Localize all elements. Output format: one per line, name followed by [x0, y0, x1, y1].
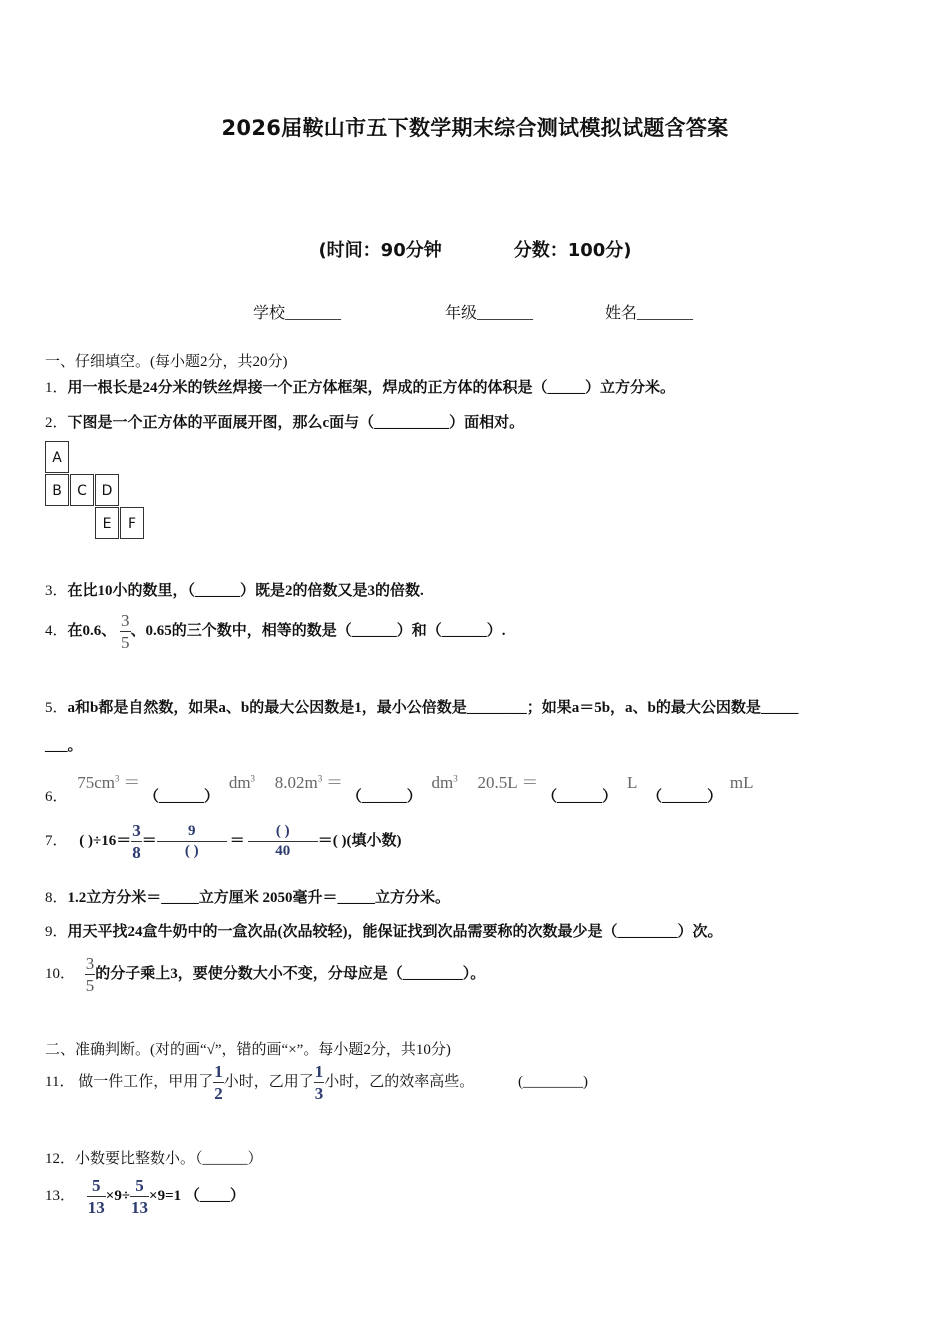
question-10	[45, 955, 485, 994]
answer-blank: (________)	[518, 1073, 588, 1090]
question-text: 用天平找24盒牛奶中的一盒次品(次品较轻)，能保证找到次品需要称的次数最少是（________）次。	[67, 924, 723, 940]
numerator: ( )	[275, 823, 290, 839]
question-13	[45, 1177, 245, 1216]
denominator: 8	[132, 843, 141, 862]
unit-l: L	[626, 773, 638, 792]
value-802m3	[275, 773, 322, 792]
net-face-e: E	[95, 507, 119, 539]
numerator: 5	[135, 1176, 144, 1195]
superscript: 3	[317, 773, 323, 784]
net-face-a: A	[45, 441, 69, 473]
blank-2: （______）	[346, 789, 422, 805]
question-text: 下图是一个正方体的平面展开图，那么c面与（__________）面相对。	[67, 415, 525, 431]
question-text-post: ×9=1 （____）	[149, 1187, 245, 1204]
question-text-pre: 做一件工作，甲用了	[78, 1073, 214, 1090]
numerator: 3	[85, 954, 95, 973]
numerator: 1	[214, 1062, 223, 1081]
section1-header: 一、仔细填空。(每小题2分，共20分)	[45, 354, 288, 370]
question-number: 12．	[45, 1151, 76, 1167]
score-label: 分数：100分)	[513, 240, 632, 261]
numerator: 1	[314, 1062, 324, 1081]
question-text: 小数要比整数小。（______）	[75, 1151, 263, 1167]
unit-text: dm	[228, 773, 251, 792]
question-5	[45, 696, 798, 717]
denominator: 40	[275, 843, 291, 859]
section2-header: 二、准确判断。(对的画“√”，错的画“×”。每小题2分，共10分)	[45, 1042, 451, 1058]
equals-sign: ＝	[141, 832, 157, 849]
question-12	[45, 1147, 263, 1168]
question-8	[45, 886, 450, 907]
superscript: 3	[453, 773, 458, 784]
denominator: 3	[314, 1084, 324, 1103]
denominator: 13	[87, 1198, 105, 1217]
operator-text: ×9÷	[105, 1187, 131, 1204]
denominator: 13	[131, 1198, 149, 1217]
exam-meta	[0, 236, 950, 262]
unit-dm3	[229, 773, 255, 792]
equals-sign: ＝	[123, 773, 141, 792]
numerator: 5	[92, 1176, 101, 1195]
question-text-pre: ( )÷16＝	[79, 832, 132, 849]
question-5-continued	[45, 734, 83, 755]
fraction-five-thirteenths-2	[130, 1177, 149, 1216]
net-face-c: C	[70, 474, 94, 506]
net-face-b: B	[45, 474, 69, 506]
question-number: 1．	[45, 380, 68, 396]
unit-text: dm	[431, 773, 454, 792]
question-text-post: 、0.65的三个数中，相等的数是（______）和（______）.	[130, 622, 506, 639]
question-text-pre: 在0.6、	[67, 622, 117, 639]
question-11	[45, 1063, 588, 1102]
question-text-mid: 小时，乙用了	[223, 1073, 314, 1090]
name-field: 姓名_______	[605, 305, 694, 322]
value-75cm3	[77, 773, 119, 792]
question-number: 4．	[45, 622, 68, 639]
school-field: 学校_______	[253, 305, 342, 322]
fraction-three-eighths	[131, 822, 142, 861]
question-1	[45, 376, 675, 397]
question-text-post: 小时，乙的效率高些。	[324, 1073, 475, 1090]
numerator: 3	[132, 821, 141, 840]
question-6	[45, 768, 754, 805]
time-label: (时间：90分钟	[318, 240, 442, 261]
question-text: 在比10小的数里，（______）既是2的倍数又是3的倍数.	[67, 583, 424, 599]
fraction-five-thirteenths	[87, 1177, 106, 1216]
blank-3: （______）	[542, 789, 618, 805]
denominator: ( )	[184, 843, 199, 859]
question-number: 8．	[45, 890, 68, 906]
equals-sign: ＝	[326, 773, 344, 792]
cube-net-diagram	[45, 441, 150, 541]
fraction-three-fifths	[120, 612, 131, 651]
question-9	[45, 920, 723, 941]
fraction-blank-over-forty	[248, 824, 318, 859]
numerator: 3	[121, 611, 130, 630]
net-face-d: D	[95, 474, 119, 506]
value-text: 8.02m	[274, 773, 318, 792]
superscript: 3	[250, 773, 256, 784]
value-text: 75cm	[77, 773, 116, 792]
question-text: 1.2立方分米＝_____立方厘米 2050毫升＝_____立方分米。	[67, 890, 451, 906]
question-3	[45, 579, 424, 600]
unit-ml: mL	[729, 773, 754, 792]
question-number: 9．	[45, 924, 68, 940]
question-text-continued: ___。	[45, 738, 83, 754]
question-7	[45, 822, 402, 861]
question-text: 用一根长是24分米的铁丝焊接一个正方体框架，焊成的正方体的体积是（_____）立方分米。	[67, 380, 676, 396]
fraction-three-fifths	[85, 955, 96, 994]
question-number: 6．	[45, 789, 68, 805]
equals-sign: ＝	[229, 832, 245, 849]
fraction-nine-over-blank	[157, 824, 227, 859]
blank-4: （______）	[647, 789, 723, 805]
question-2	[45, 411, 524, 432]
question-text-post: ＝( )(填小数)	[317, 832, 402, 849]
superscript: 3	[115, 773, 120, 784]
net-face-f: F	[120, 507, 144, 539]
grade-field: 年级_______	[445, 305, 534, 322]
value-20-5l: 20.5L	[477, 773, 518, 792]
question-number: 10．	[45, 965, 76, 982]
equals-sign: ＝	[521, 773, 539, 792]
question-4	[45, 612, 506, 651]
question-number: 11．	[45, 1073, 75, 1090]
question-text: a和b都是自然数，如果a、b的最大公因数是1，最小公倍数是________；如果a＝5b，a、b的最大公因数是_____	[67, 700, 799, 716]
question-text: 的分子乘上3，要使分数大小不变，分母应是（________）。	[95, 965, 486, 982]
question-number: 13．	[45, 1187, 76, 1204]
question-number: 5．	[45, 700, 68, 716]
question-number: 2．	[45, 415, 68, 431]
question-number: 7．	[45, 832, 68, 849]
question-number: 3．	[45, 583, 68, 599]
fraction-one-half	[213, 1063, 224, 1102]
unit-dm3-2	[432, 773, 458, 792]
document-title: 2026届鞍山市五下数学期末综合测试模拟试题含答案	[221, 116, 729, 140]
denominator: 2	[214, 1084, 223, 1103]
fraction-one-third	[314, 1063, 325, 1102]
denominator: 5	[85, 976, 95, 995]
numerator: 9	[188, 823, 196, 839]
denominator: 5	[121, 633, 130, 652]
blank-1: （______）	[144, 789, 220, 805]
